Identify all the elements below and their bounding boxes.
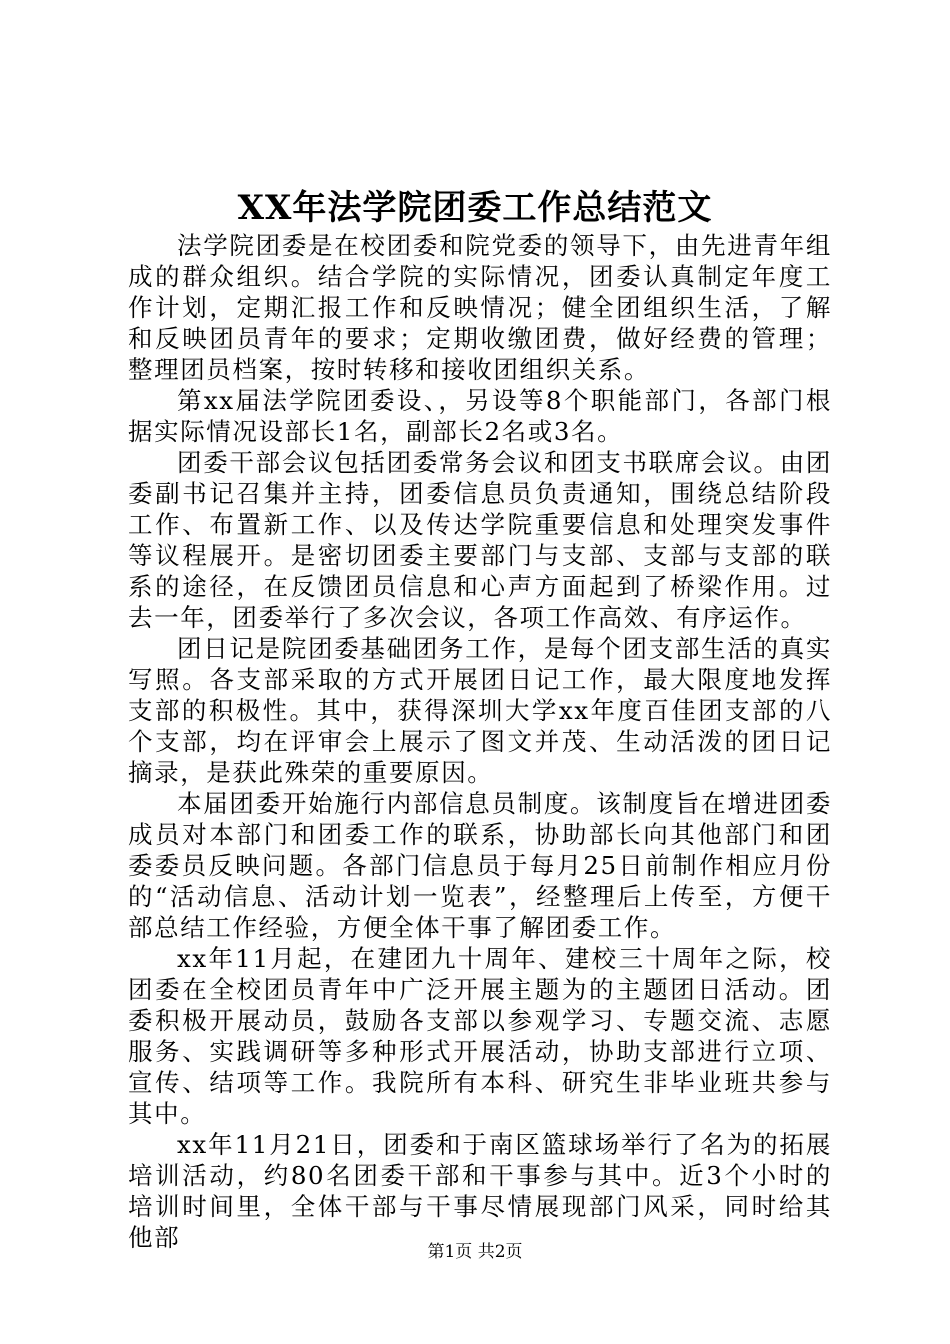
document-title: XX年法学院团委工作总结范文 bbox=[237, 188, 713, 228]
page-footer: 第1页 共2页 bbox=[427, 1242, 523, 1262]
paragraph-training: xx年11月21日，团委和于南区篮球场举行了名为的拓展培训活动，约80名团委干部和干事参与其中。近3个小时的培训时间里，全体干部与干事尽情展现部门风采，同时给其他部 bbox=[128, 1130, 832, 1252]
paragraph-diary: 团日记是院团委基础团务工作，是每个团支部生活的真实写照。各支部采取的方式开展团日记工作，最大限度地发挥支部的积极性。其中，获得深圳大学xx年度百佳团支部的八个支部，均在评审会上展示了图文并茂、生动活泼的团日记摘录，是获此殊荣的重要原因。 bbox=[128, 634, 832, 787]
paragraph-informant-system: 本届团委开始施行内部信息员制度。该制度旨在增进团委成员对本部门和团委工作的联系，协助部长向其他部门和团委委员反映问题。各部门信息员于每月25日前制作相应月份的“活动信息、活动计划一览表”，经整理后上传至，方便干部总结工作经验，方便全体干事了解团委工作。 bbox=[128, 789, 832, 942]
paragraph-departments: 第xx届法学院团委设、，另设等8个职能部门，各部门根据实际情况设部长1名，副部长2名或3名。 bbox=[128, 386, 832, 446]
paragraph-intro: 法学院团委是在校团委和院党委的领导下，由先进青年组成的群众组织。结合学院的实际情况，团委认真制定年度工作计划，定期汇报工作和反映情况；健全团组织生活，了解和反映团员青年的要求；定期收缴团费，做好经费的管理；整理团员档案，按时转移和接收团组织关系。 bbox=[128, 231, 832, 384]
document-body bbox=[128, 230, 832, 1253]
paragraph-meetings: 团委干部会议包括团委常务会议和团支书联席会议。由团委副书记召集并主持，团委信息员负责通知，围绕总结阶段工作、布置新工作、以及传达学院重要信息和处理突发事件等议程展开。是密切团委主要部门与支部、支部与支部的联系的途径，在反馈团员信息和心声方面起到了桥梁作用。过去一年，团委举行了多次会议，各项工作高效、有序运作。 bbox=[128, 448, 832, 632]
paragraph-theme-activity: xx年11月起，在建团九十周年、建校三十周年之际，校团委在全校团员青年中广泛开展主题为的主题团日活动。团委积极开展动员，鼓励各支部以参观学习、专题交流、志愿服务、实践调研等多种形式开展活动，协助支部进行立项、宣传、结项等工作。我院所有本科、研究生非毕业班共参与其中。 bbox=[128, 944, 832, 1128]
